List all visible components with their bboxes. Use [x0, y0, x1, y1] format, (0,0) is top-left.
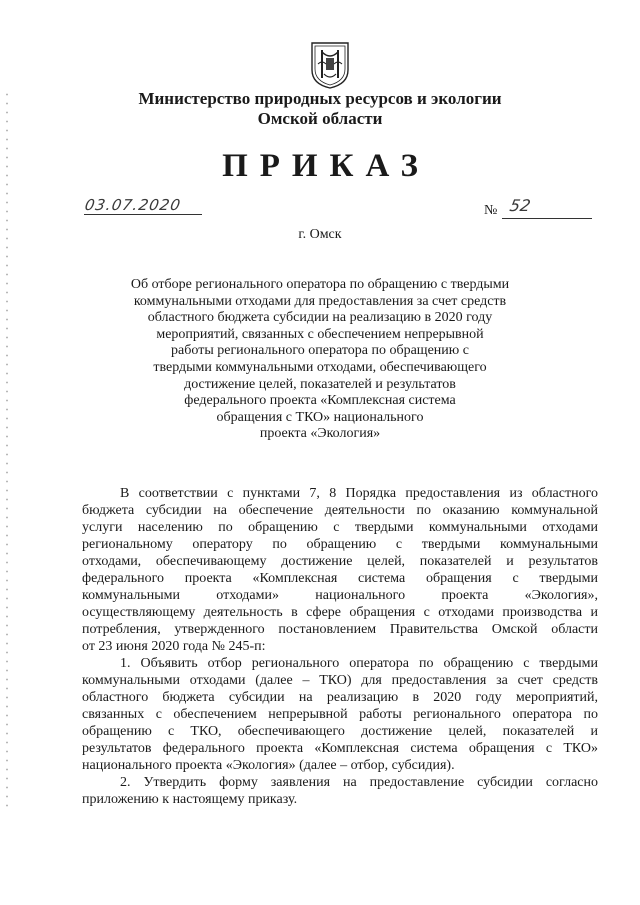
body-line: областного бюджета субсидии на реализацию в 2020 году мероприятий,: [82, 690, 598, 705]
subject-line: мероприятий, связанных с обеспечением непрерывной: [156, 326, 484, 342]
handwritten-order-number: 52: [508, 196, 533, 215]
body-line: обращению с ТКО, обеспечивающего достижение целей, показателей и: [82, 724, 598, 739]
body-line: бюджета субсидии на обеспечение деятельности по оказанию коммунальной: [82, 503, 598, 518]
body-line: коммунальными отходами (далее – ТКО) для предоставления за счет средств: [82, 673, 598, 688]
number-underline: [502, 218, 592, 219]
subject-line: твердыми коммунальными отходами, обеспечивающего: [153, 359, 487, 375]
handwritten-date: 03.07.2020: [83, 196, 183, 214]
subject-line: областного бюджета субсидии на реализацию в 2020 году: [147, 310, 493, 326]
body-line: отходами, обеспечивающему достижение целей, показателей и результатов: [82, 554, 598, 569]
document-type-title: ПРИКАЗ: [222, 148, 430, 184]
body-line: услуги населению по обращению с твердыми коммунальными отходами: [82, 520, 598, 535]
punch-margin: [6, 90, 8, 810]
subject-line: федерального проекта «Комплексная система: [184, 393, 456, 409]
number-sign: №: [484, 203, 498, 218]
coat-of-arms-emblem: [309, 40, 351, 90]
order-subject: [120, 277, 520, 443]
date-underline: [84, 214, 202, 215]
subject-line: Об отборе регионального оператора по обращению с твердыми: [130, 277, 510, 292]
organization-region: Омской области: [257, 109, 383, 128]
body-line: В соответствии с пунктами 7, 8 Порядка предоставления из областного: [120, 486, 598, 501]
body-line: 1. Объявить отбор регионального оператора по обращению с твердыми: [120, 656, 598, 671]
subject-line: коммунальными отходами для предоставления за счет средств: [133, 293, 507, 309]
subject-line: работы регионального оператора по обращению с: [171, 343, 469, 359]
city-name: г. Омск: [298, 227, 342, 242]
order-body: [82, 485, 598, 808]
body-line: связанных с обеспечением непрерывной работы регионального оператора по: [82, 707, 598, 722]
subject-line: обращения с ТКО» национального: [216, 409, 424, 425]
body-line: осуществляющему деятельность в сфере обращения с отходами производства и: [82, 605, 598, 620]
body-line: приложению к настоящему приказу.: [82, 792, 298, 807]
subject-line: проекта «Экология»: [259, 426, 381, 442]
body-line: 2. Утвердить форму заявления на предоставление субсидии согласно: [120, 775, 598, 790]
body-line: потребления, утвержденного постановлением Правительства Омской области: [82, 622, 598, 637]
body-line: федерального проекта «Комплексная система обращения с твердыми: [82, 571, 598, 586]
body-line: коммунальными отходами» национального проекта «Экология»,: [82, 588, 598, 603]
body-line: региональному оператору по обращению с твердыми коммунальными: [82, 537, 598, 552]
body-line: национального проекта «Экология» (далее – отбор, субсидия).: [82, 758, 455, 773]
subject-line: достижение целей, показателей и результатов: [184, 376, 456, 392]
body-line: от 23 июня 2020 года № 245-п:: [82, 639, 266, 654]
body-line: результатов федерального проекта «Комплексная система обращения с ТКО»: [82, 741, 598, 756]
organization-name: Министерство природных ресурсов и экологии: [138, 89, 502, 108]
